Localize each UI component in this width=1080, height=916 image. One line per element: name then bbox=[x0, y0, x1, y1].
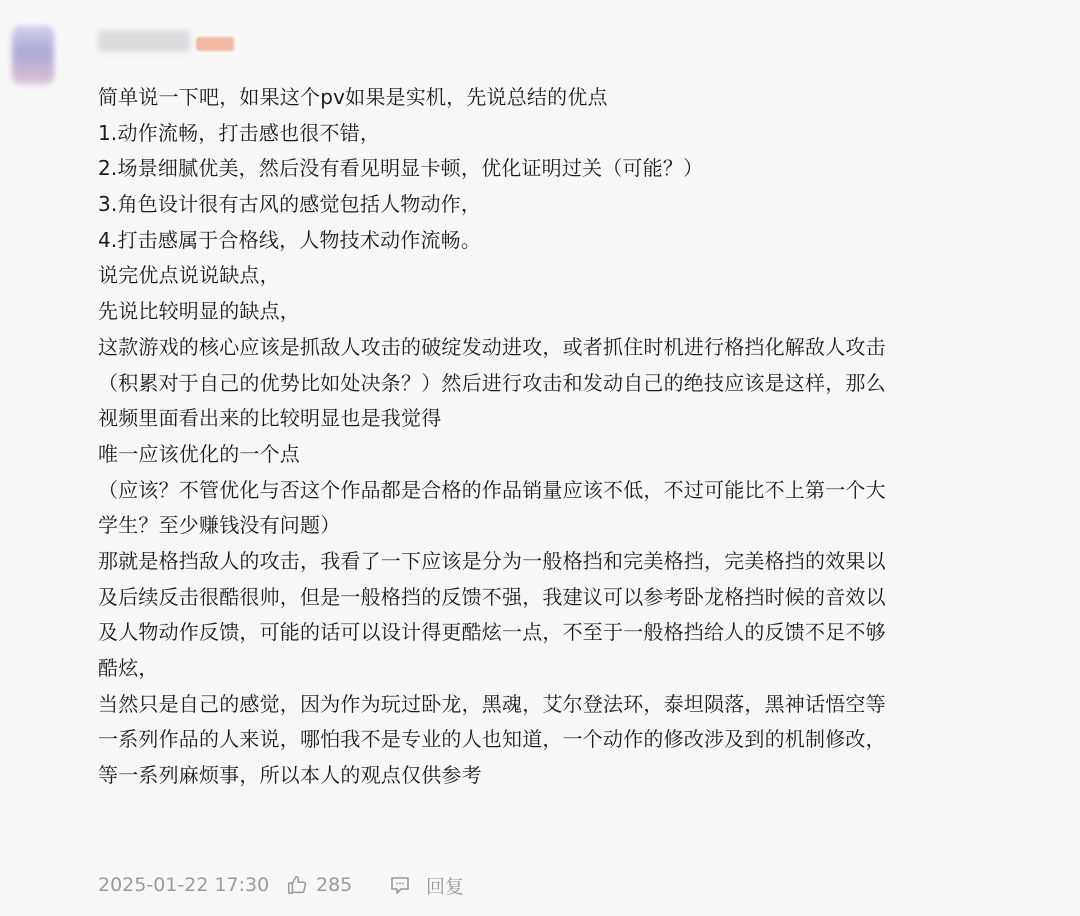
comment-line: （积累对于自己的优势比如处决条？）然后进行攻击和发动自己的绝技应该是这样，那么 bbox=[98, 370, 886, 395]
user-badge bbox=[196, 37, 234, 51]
comment-line: 等一系列麻烦事，所以本人的观点仅供参考 bbox=[98, 763, 482, 788]
comment-line: 及人物动作反馈，可能的话可以设计得更酷炫一点，不至于一般格挡给人的反馈不足不够 bbox=[98, 620, 886, 645]
reply-button[interactable] bbox=[388, 872, 464, 899]
comment-timestamp: 2025-01-22 17:30 bbox=[98, 874, 270, 896]
comment-line: 先说比较明显的缺点， bbox=[98, 299, 300, 324]
reply-label: 回复 bbox=[426, 875, 465, 898]
comment-line: 2.场景细腻优美，然后没有看见明显卡顿，优化证明过关（可能？） bbox=[98, 156, 704, 181]
comment-line: 4.打击感属于合格线，人物技术动作流畅。 bbox=[98, 227, 482, 252]
comment-line: 学生？至少赚钱没有问题） bbox=[98, 513, 341, 538]
comment-line: 那就是格挡敌人的攻击，我看了一下应该是分为一般格挡和完美格挡，完美格挡的效果以 bbox=[98, 548, 886, 573]
comment-icon bbox=[388, 873, 412, 897]
comment-line: 这款游戏的核心应该是抓敌人攻击的破绽发动进攻，或者抓住时机进行格挡化解敌人攻击 bbox=[98, 334, 886, 359]
comment-line: 1.动作流畅，打击感也很不错， bbox=[98, 120, 381, 145]
comment-line: 说完优点说说缺点， bbox=[98, 263, 280, 288]
comment-line: 一系列作品的人来说，哪怕我不是专业的人也知道，一个动作的修改涉及到的机制修改， bbox=[98, 727, 886, 752]
thumbs-up-icon bbox=[286, 874, 308, 896]
like-button[interactable] bbox=[286, 874, 388, 896]
username-blurred[interactable] bbox=[98, 30, 190, 52]
avatar[interactable] bbox=[12, 26, 54, 84]
comment-line: 及后续反击很酷很帅，但是一般格挡的反馈不强，我建议可以参考卧龙格挡时候的音效以 bbox=[98, 584, 886, 609]
comment-line: 酷炫， bbox=[98, 656, 159, 680]
comment-line: 当然只是自己的感觉，因为作为玩过卧龙，黑魂，艾尔登法环，泰坦陨落，黑神话悟空等 bbox=[98, 691, 886, 716]
like-count: 285 bbox=[316, 874, 353, 896]
comment-line: 简单说一下吧，如果这个pv如果是实机，先说总结的优点 bbox=[98, 85, 608, 109]
comment-body bbox=[98, 80, 1070, 794]
comment-line: 唯一应该优化的一个点 bbox=[98, 441, 300, 466]
comment-line: 视频里面看出来的比较明显也是我觉得 bbox=[98, 406, 442, 431]
comment-footer bbox=[98, 870, 464, 900]
comment-line: （应该？不管优化与否这个作品都是合格的作品销量应该不低，不过可能比不上第一个大 bbox=[98, 477, 886, 502]
comment-line: 3.角色设计很有古风的感觉包括人物动作， bbox=[98, 192, 482, 217]
